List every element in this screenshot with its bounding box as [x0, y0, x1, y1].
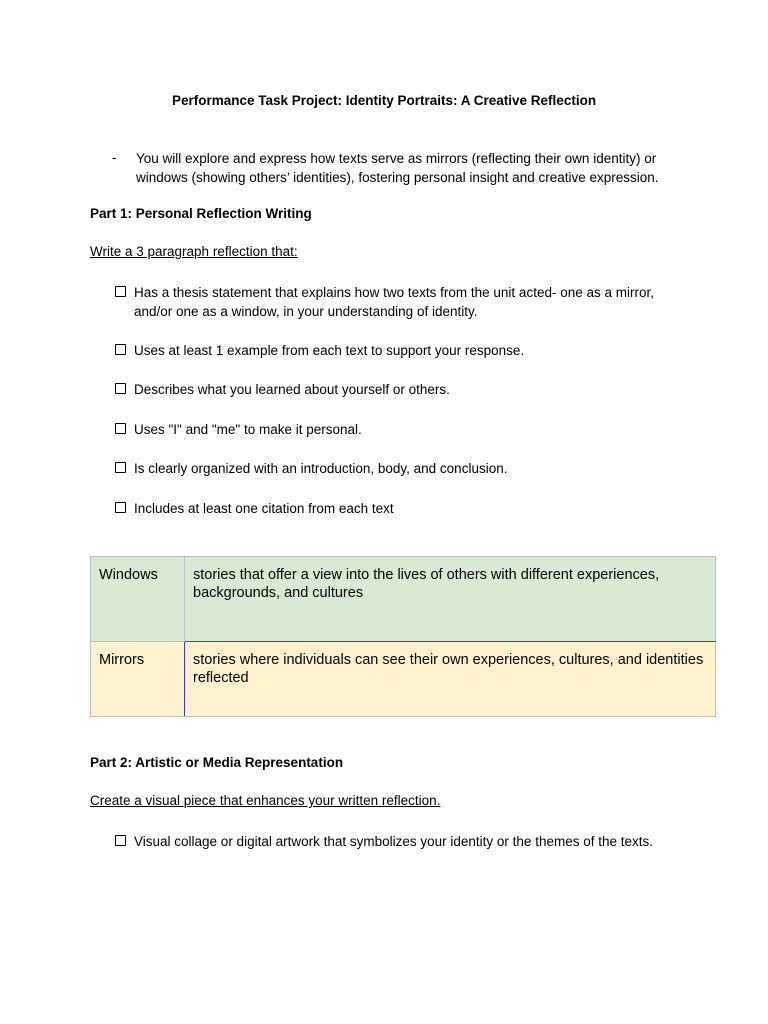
checkbox-icon[interactable] — [115, 462, 126, 473]
definition-cell-windows: stories that offer a view into the lives of others with different experiences, backgrounds, and cultures — [185, 557, 716, 642]
checklist-item — [115, 832, 695, 851]
intro-bullet — [112, 149, 692, 187]
checklist-item-text: Has a thesis statement that explains how two texts from the unit acted- one as a mirror, and/or one as a window, in your understanding of identity. — [134, 285, 654, 319]
checkbox-icon[interactable] — [115, 835, 126, 846]
checklist-item — [115, 499, 695, 518]
checklist-item-text: Is clearly organized with an introduction, body, and conclusion. — [134, 461, 508, 476]
checkbox-icon[interactable] — [115, 383, 126, 394]
intro-text: You will explore and express how texts serve as mirrors (reflecting their own identity) or windows (showing others’ identities), fostering personal insight and creative expression. — [136, 151, 659, 185]
checkbox-icon[interactable] — [115, 286, 126, 297]
part1-instruction: Write a 3 paragraph reflection that: — [90, 244, 298, 259]
checkbox-icon[interactable] — [115, 344, 126, 355]
checklist-item-text: Includes at least one citation from each text — [134, 501, 394, 516]
term-cell-mirrors: Mirrors — [91, 642, 185, 717]
windows-mirrors-table — [90, 556, 716, 717]
part2-instruction: Create a visual piece that enhances your written reflection. — [90, 793, 441, 808]
checkbox-icon[interactable] — [115, 423, 126, 434]
checklist-item-text: Describes what you learned about yourself or others. — [134, 382, 450, 397]
definition-cell-mirrors: stories where individuals can see their own experiences, cultures, and identities reflected — [185, 642, 716, 717]
document-title: Performance Task Project: Identity Portraits: A Creative Reflection — [171, 93, 597, 108]
checklist-item — [115, 420, 695, 439]
checklist-item-text: Visual collage or digital artwork that symbolizes your identity or the themes of the texts. — [134, 834, 653, 849]
term-cell-windows: Windows — [91, 557, 185, 642]
checklist-item-text: Uses at least 1 example from each text to support your response. — [134, 343, 525, 358]
checklist-item — [115, 459, 695, 478]
checklist-item — [115, 341, 695, 360]
table-row-mirrors — [91, 642, 716, 717]
part1-heading: Part 1: Personal Reflection Writing — [90, 206, 312, 221]
part2-heading: Part 2: Artistic or Media Representation — [90, 755, 344, 770]
checklist-item — [115, 380, 695, 399]
checklist-item — [115, 283, 695, 321]
table-row-windows — [91, 557, 716, 642]
checklist-item-text: Uses "I" and "me" to make it personal. — [134, 422, 362, 437]
checkbox-icon[interactable] — [115, 502, 126, 513]
bullet-dash: - — [112, 150, 117, 165]
